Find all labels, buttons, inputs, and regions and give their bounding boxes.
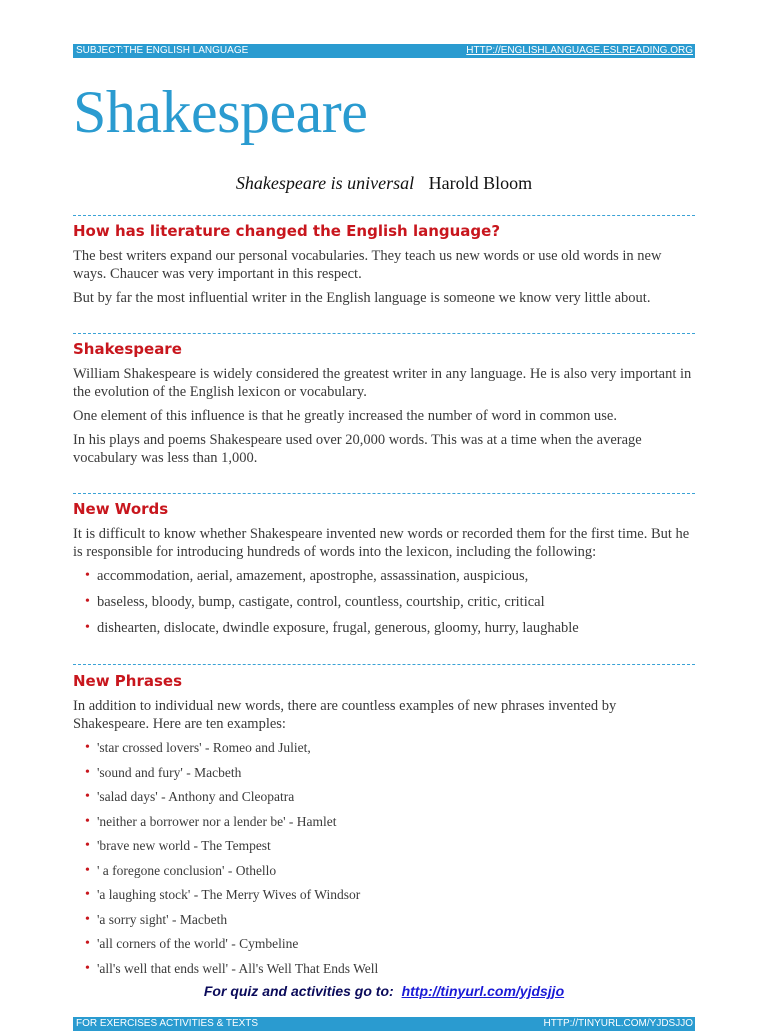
- quiz-note: [0, 983, 768, 999]
- list-item: [85, 788, 695, 806]
- section-new-words: [73, 500, 695, 645]
- subject-label: SUBJECT:THE ENGLISH LANGUAGE: [76, 45, 249, 56]
- site-link[interactable]: HTTP://ENGLISHLANGUAGE.ESLREADING.ORG: [466, 45, 693, 56]
- list-item: [85, 862, 695, 880]
- divider: [73, 333, 695, 334]
- bullet-icon: •: [85, 911, 90, 927]
- word-list: [73, 567, 695, 637]
- quiz-link[interactable]: http://tinyurl.com/yjdsjjo: [401, 983, 565, 999]
- bullet-icon: •: [85, 789, 90, 804]
- list-item-text: 'neither a borrower nor a lender be' - Hamlet: [97, 813, 337, 829]
- list-item: [85, 911, 695, 929]
- list-item: [85, 837, 695, 855]
- paragraph: In his plays and poems Shakespeare used over 20,000 words. This was at a time when the average vocabulary was less than 1,000.: [73, 432, 642, 466]
- header-bar: [73, 44, 695, 58]
- paragraph: It is difficult to know whether Shakespeare invented new words or recorded them for the first time. But he is responsible for introducing hundreds of words into the lexicon, including the following:: [73, 526, 690, 560]
- list-item-text: 'all's well that ends well' - All's Well That Ends Well: [97, 960, 379, 976]
- phrase-list: [73, 739, 695, 978]
- list-item: [85, 619, 695, 637]
- list-item: [85, 739, 695, 757]
- list-item: [85, 567, 695, 585]
- bullet-icon: •: [85, 813, 90, 829]
- list-item-text: 'brave new world - The Tempest: [97, 838, 271, 853]
- list-item-text: 'all corners of the world' - Cymbeline: [97, 936, 299, 951]
- list-item-text: 'star crossed lovers' - Romeo and Juliet,: [97, 740, 311, 755]
- quote-author: Harold Bloom: [428, 173, 533, 193]
- list-item-text: dishearten, dislocate, dwindle exposure, frugal, generous, gloomy, hurry, laughable: [97, 620, 579, 636]
- section-heading: New Phrases: [73, 672, 183, 690]
- bullet-icon: •: [85, 620, 90, 635]
- bullet-icon: •: [85, 960, 90, 976]
- list-item-text: 'sound and fury' - Macbeth: [97, 764, 242, 780]
- quote-text: Shakespeare is universal: [235, 173, 415, 193]
- section-heading: New Words: [73, 500, 169, 518]
- paragraph: But by far the most influential writer in the English language is someone we know very little about.: [73, 290, 651, 306]
- bullet-icon: •: [85, 594, 90, 609]
- list-item-text: 'a laughing stock' - The Merry Wives of Windsor: [97, 887, 361, 902]
- divider: [73, 493, 695, 494]
- section-heading: Shakespeare: [73, 340, 182, 358]
- list-item: [85, 886, 695, 904]
- list-item: [85, 960, 695, 978]
- section-new-phrases: [73, 672, 695, 984]
- paragraph: William Shakespeare is widely considered the greatest writer in any language. He is also very important in the evolution of the English lexicon or vocabulary.: [73, 366, 692, 400]
- epigraph: [0, 172, 768, 194]
- list-item-text: accommodation, aerial, amazement, apostrophe, assassination, auspicious,: [97, 568, 529, 584]
- section-literature: [73, 222, 695, 307]
- bullet-icon: •: [85, 764, 90, 780]
- footer-left-label: FOR EXERCISES ACTIVITIES & TEXTS: [76, 1018, 259, 1029]
- page-title: Shakespeare: [73, 79, 368, 145]
- list-item: [85, 813, 695, 831]
- bullet-icon: •: [85, 740, 90, 755]
- paragraph: The best writers expand our personal vocabularies. They teach us new words or use old words in new ways. Chaucer was very important in this respect.: [73, 248, 662, 282]
- divider: [73, 215, 695, 216]
- paragraph: One element of this influence is that he greatly increased the number of word in common use.: [73, 408, 617, 424]
- footer-bar: [73, 1017, 695, 1031]
- list-item-text: 'a sorry sight' - Macbeth: [97, 911, 228, 927]
- section-heading: How has literature changed the English language?: [73, 222, 501, 240]
- divider: [73, 664, 695, 665]
- section-shakespeare: [73, 340, 695, 467]
- list-item-text: 'salad days' - Anthony and Cleopatra: [97, 789, 295, 804]
- quiz-label: For quiz and activities go to:: [203, 983, 394, 999]
- list-item: [85, 593, 695, 611]
- bullet-icon: •: [85, 936, 90, 951]
- bullet-icon: •: [85, 568, 90, 583]
- list-item-text: ' a foregone conclusion' - Othello: [97, 862, 277, 878]
- footer-link[interactable]: HTTP://TINYURL.COM/YJDSJJO: [543, 1018, 693, 1029]
- bullet-icon: •: [85, 838, 90, 853]
- bullet-icon: •: [85, 862, 90, 878]
- list-item: [85, 764, 695, 782]
- list-item-text: baseless, bloody, bump, castigate, control, countless, courtship, critic, critical: [97, 594, 545, 610]
- paragraph: In addition to individual new words, there are countless examples of new phrases invented by Shakespeare. Here are ten examples:: [73, 698, 617, 732]
- list-item: [85, 935, 695, 953]
- bullet-icon: •: [85, 887, 90, 902]
